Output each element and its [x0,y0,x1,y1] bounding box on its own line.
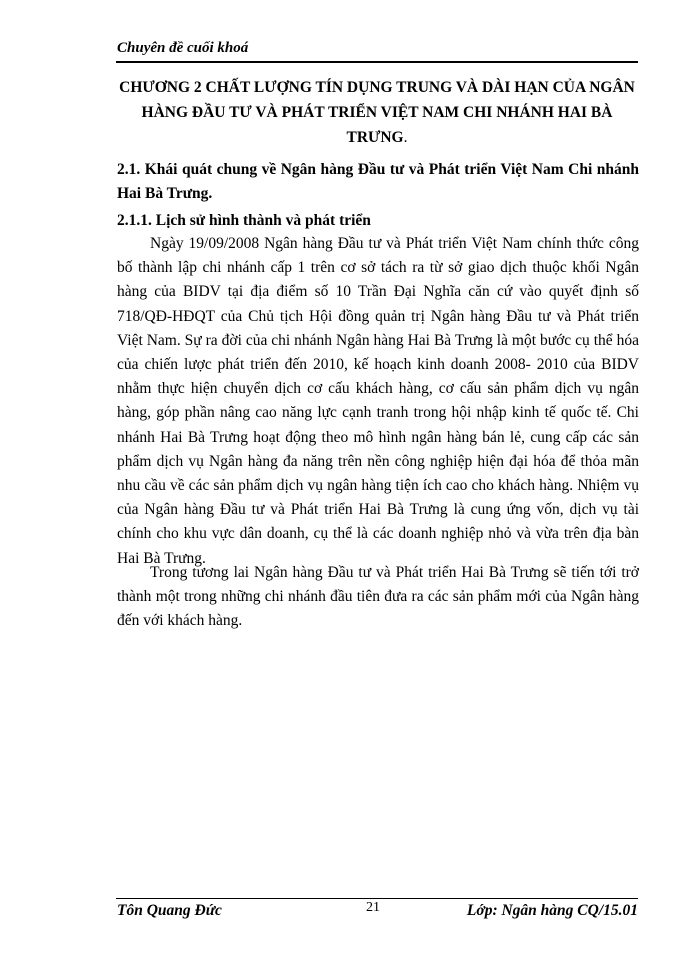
body-paragraph-1: Ngày 19/09/2008 Ngân hàng Đầu tư và Phát triển Việt Nam chính thức công bố thành lập chi nhánh cấp 1 trên cơ sở tách ra từ sở giao dịch thuộc khối Ngân hàng của BIDV tại địa điểm số 10 Trần Đại Nghĩa căn cứ vào quyết định số 718/QĐ-HĐQT của Chủ tịch Hội đồng quản trị Ngân hàng Đầu tư và Phát triển Việt Nam. Sự ra đời của chi nhánh Ngân hàng Hai Bà Trưng là một bước cụ thể hóa của chiến lược phát triển đến 2010, kế hoạch kinh doanh 2008- 2010 của BIDV nhằm thực hiện chuyển dịch cơ cấu khách hàng, cơ cấu sản phẩm dịch vụ ngân hàng, góp phần nâng cao năng lực cạnh tranh trong hội nhập kinh tế quốc tế. Chi nhánh Hai Bà Trưng hoạt động theo mô hình ngân hàng bán lẻ, cung cấp các sản phẩm dịch vụ Ngân hàng đa năng trên nền công nghiệp hiện đại hóa để thỏa mãn nhu cầu về các sản phẩm dịch vụ ngân hàng tiện ích cao cho khách hàng. Nhiệm vụ của Ngân hàng Đầu tư và Phát triển Hai Bà Trưng là cung ứng vốn, dịch vụ tài chính cho khu vực dân doanh, cụ thể là các doanh nghiệp nhỏ và vừa trên địa bàn Hai Bà Trưng. [117,235,639,567]
footer-rule [116,898,638,899]
header-title: Chuyên đề cuối khoá [117,40,249,56]
chapter-title-end: . [403,129,408,146]
section-heading: 2.1. Khái quát chung về Ngân hàng Đầu tư và Phát triển Việt Nam Chi nhánh Hai Bà Trưng. [117,161,639,202]
footer-class: Lớp: Ngân hàng CQ/15.01 [466,902,638,919]
footer-author: Tôn Quang Đức [117,902,222,919]
header-rule [116,61,638,63]
subsection-heading: 2.1.1. Lịch sử hình thành và phát triển [117,212,371,229]
body-paragraph-2: Trong tương lai Ngân hàng Đầu tư và Phát triển Hai Bà Trưng sẽ tiến tới trở thành một trong những chi nhánh đầu tiên đưa ra các sản phẩm mới của Ngân hàng đến với khách hàng. [117,564,639,630]
chapter-title [116,75,638,150]
page-number: 21 [366,900,380,915]
chapter-title-text: CHƯƠNG 2 CHẤT LƯỢNG TÍN DỤNG TRUNG VÀ DÀI HẠN CỦA NGÂN HÀNG ĐẦU TƯ VÀ PHÁT TRIỂN VIỆT NAM CHI NHÁNH HAI BÀ TRƯNG [119,79,635,146]
